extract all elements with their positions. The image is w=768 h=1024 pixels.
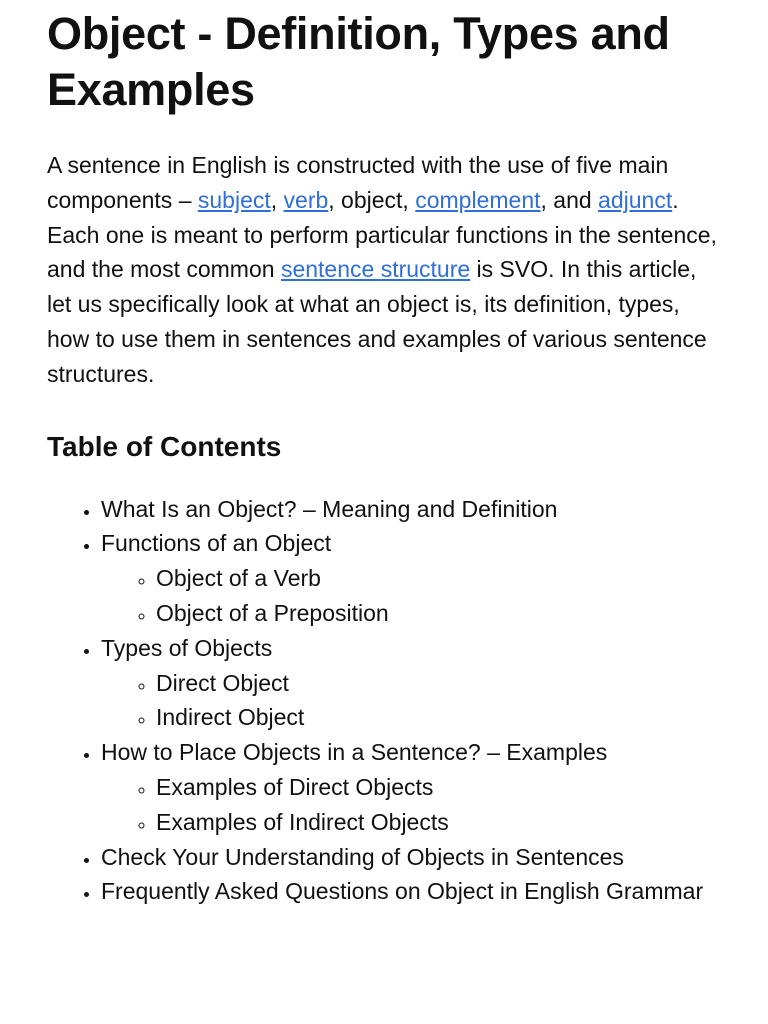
- toc-item-functions[interactable]: [101, 526, 724, 630]
- intro-paragraph: [47, 148, 724, 392]
- intro-text: , and: [540, 186, 599, 213]
- toc-item-label[interactable]: Check Your Understanding of Objects in Sentences: [101, 843, 624, 870]
- toc-item-label[interactable]: Functions of an Object: [101, 530, 332, 557]
- toc-subitem-indirect-object[interactable]: [156, 700, 724, 735]
- intro-text: . Each one is meant to perform particular functions in the sentence, and the most common: [47, 186, 717, 283]
- page-title: Object - Definition, Types and Examples: [47, 8, 670, 115]
- complement-link[interactable]: complement: [415, 186, 541, 213]
- toc-subitem-object-of-preposition[interactable]: [156, 596, 724, 631]
- toc-subitem-label[interactable]: Object of a Preposition: [156, 599, 389, 626]
- toc-subitem-examples-indirect[interactable]: [156, 805, 724, 840]
- sentence-structure-link[interactable]: sentence structure: [280, 256, 471, 283]
- toc-heading: Table of Contents: [47, 430, 282, 462]
- toc-sublist: [101, 561, 724, 631]
- toc-item-how-to-place[interactable]: [101, 735, 724, 839]
- toc-item-check-understanding[interactable]: [101, 840, 724, 875]
- toc-subitem-direct-object[interactable]: [156, 666, 724, 701]
- intro-text: , object,: [328, 186, 416, 213]
- toc-subitem-examples-direct[interactable]: [156, 770, 724, 805]
- verb-link[interactable]: verb: [283, 186, 329, 213]
- toc-subitem-object-of-verb[interactable]: [156, 561, 724, 596]
- toc-subitem-label[interactable]: Examples of Indirect Objects: [156, 808, 449, 835]
- toc-subitem-label[interactable]: Indirect Object: [156, 704, 305, 731]
- subject-link[interactable]: subject: [197, 186, 271, 213]
- adjunct-link[interactable]: adjunct: [598, 186, 673, 213]
- toc-sublist: [101, 666, 724, 736]
- toc-item-label[interactable]: What Is an Object? – Meaning and Definition: [101, 495, 558, 522]
- toc-item-faq[interactable]: [101, 874, 724, 909]
- toc-item-types[interactable]: [101, 631, 724, 735]
- toc-subitem-label[interactable]: Direct Object: [156, 669, 289, 696]
- toc-item-what-is-object[interactable]: [101, 492, 724, 527]
- intro-text: ,: [270, 186, 284, 213]
- toc-item-label[interactable]: Frequently Asked Questions on Object in English Grammar: [101, 878, 704, 905]
- table-of-contents: [47, 492, 724, 910]
- toc-item-label[interactable]: Types of Objects: [101, 634, 273, 661]
- toc-item-label[interactable]: How to Place Objects in a Sentence? – Examples: [101, 739, 608, 766]
- toc-subitem-label[interactable]: Examples of Direct Objects: [156, 773, 434, 800]
- intro-text: is SVO. In this article, let us specifically look at what an object is, its definition, types, how to use them in sentences and examples of various sentence structures.: [47, 256, 707, 387]
- intro-text: A sentence in English is constructed with the use of five main components –: [47, 152, 669, 213]
- toc-subitem-label[interactable]: Object of a Verb: [156, 565, 321, 592]
- toc-sublist: [101, 770, 724, 840]
